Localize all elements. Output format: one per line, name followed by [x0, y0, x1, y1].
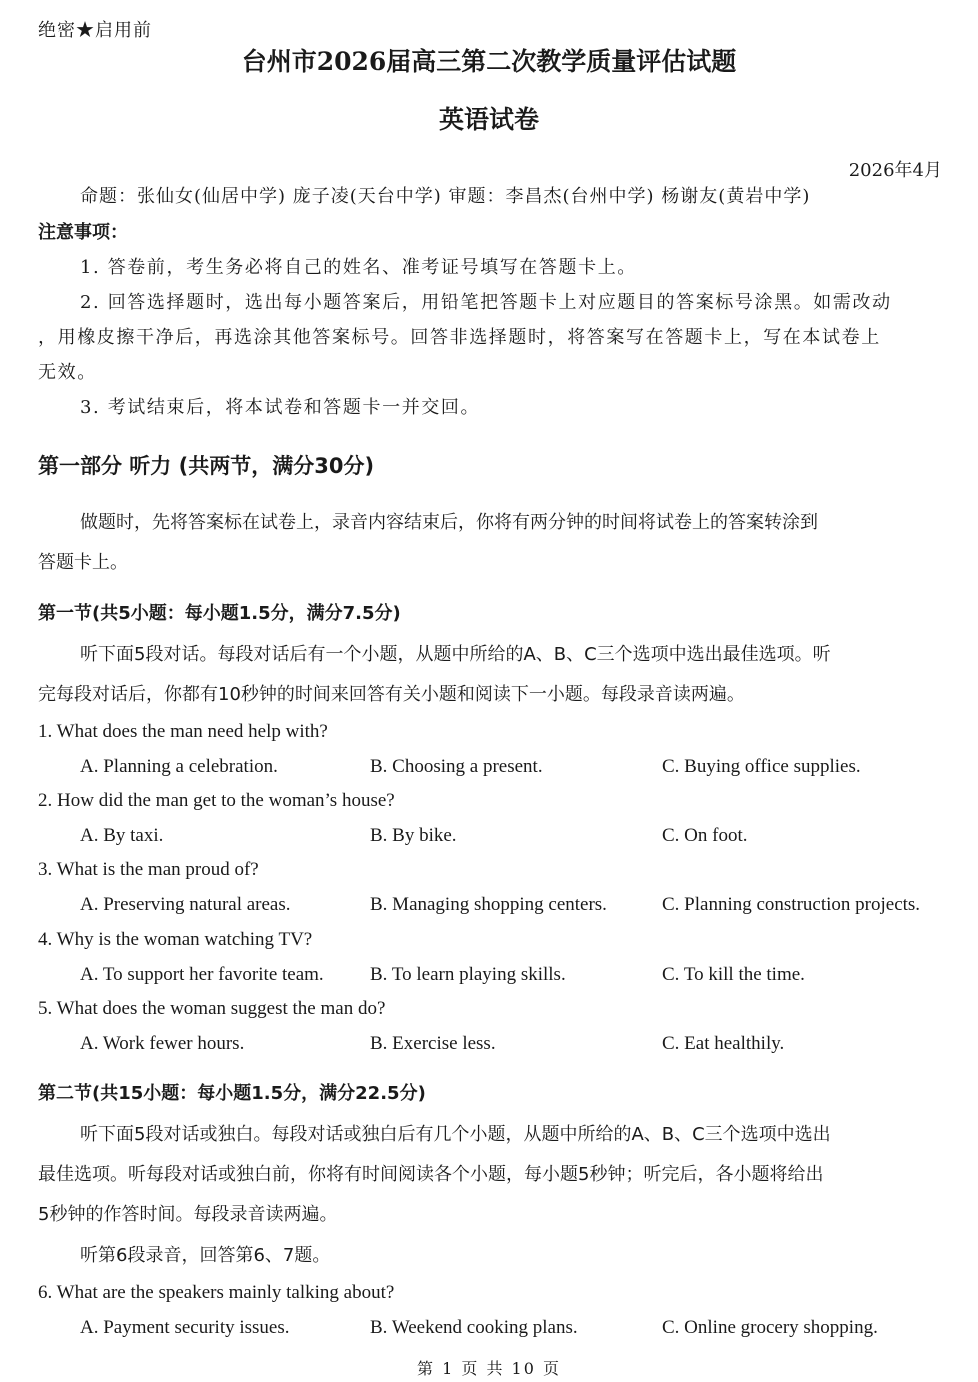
- question-2-option-c: C. On foot.: [662, 825, 748, 846]
- section1-intro-line-2: 完每段对话后，你都有10秒钟的时间来回答有关小题和阅读下一小题。每段录音读两遍。: [38, 684, 745, 705]
- section2-intro-line-1: 听下面5段对话或独白。每段对话或独白后有几个小题，从题中所给的A、B、C三个选项中选出: [80, 1124, 831, 1145]
- question-6-option-c: C. Online grocery shopping.: [662, 1317, 878, 1338]
- question-1-option-c: C. Buying office supplies.: [662, 756, 861, 777]
- question-5: 5. What does the woman suggest the man do?: [38, 998, 386, 1019]
- note-item-2-line-3: 无效。: [38, 362, 97, 383]
- authors-line: 命题：张仙女(仙居中学) 庞子凌(天台中学) 审题：李昌杰(台州中学) 杨谢友(黄岩中学): [80, 186, 811, 207]
- question-3-option-a: A. Preserving natural areas.: [80, 894, 291, 915]
- question-2-option-b: B. By bike.: [370, 825, 457, 846]
- question-3: 3. What is the man proud of?: [38, 859, 259, 880]
- part1-intro-line-2: 答题卡上。: [38, 552, 128, 573]
- listen-6-instruction: 听第6段录音，回答第6、7题。: [80, 1245, 331, 1266]
- section2-intro-line-3: 5秒钟的作答时间。每段录音读两遍。: [38, 1204, 338, 1225]
- exam-date: 2026年4月: [848, 160, 942, 181]
- question-6-option-b: B. Weekend cooking plans.: [370, 1317, 578, 1338]
- question-6-option-a: A. Payment security issues.: [80, 1317, 290, 1338]
- section2-intro-line-2: 最佳选项。听每段对话或独白前，你将有时间阅读各个小题，每小题5秒钟；听完后，各小题将给出: [38, 1164, 824, 1185]
- part1-title: 第一部分 听力 (共两节，满分30分): [38, 454, 375, 478]
- question-2-option-a: A. By taxi.: [80, 825, 164, 846]
- question-5-option-b: B. Exercise less.: [370, 1033, 496, 1054]
- note-item-1: 1. 答卷前，考生务必将自己的姓名、准考证号填写在答题卡上。: [80, 257, 637, 278]
- question-4-option-c: C. To kill the time.: [662, 964, 805, 985]
- question-6: 6. What are the speakers mainly talking about?: [38, 1282, 395, 1303]
- question-3-option-b: B. Managing shopping centers.: [370, 894, 607, 915]
- notes-title: 注意事项：: [38, 222, 128, 243]
- question-3-option-c: C. Planning construction projects.: [662, 894, 921, 915]
- part1-intro-line-1: 做题时，先将答案标在试卷上，录音内容结束后，你将有两分钟的时间将试卷上的答案转涂到: [80, 512, 818, 533]
- question-5-option-c: C. Eat healthily.: [662, 1033, 785, 1054]
- question-2: 2. How did the man get to the woman’s house?: [38, 790, 395, 811]
- section2-title: 第二节(共15小题：每小题1.5分，满分22.5分): [38, 1083, 426, 1104]
- page-number: 第 1 页 共 10 页: [417, 1359, 561, 1378]
- question-5-option-a: A. Work fewer hours.: [80, 1033, 245, 1054]
- question-1-option-b: B. Choosing a present.: [370, 756, 543, 777]
- question-1-option-a: A. Planning a celebration.: [80, 756, 278, 777]
- note-item-2-line-2: ，用橡皮擦干净后，再选涂其他答案标号。回答非选择题时，将答案写在答题卡上，写在本试卷上: [38, 327, 881, 348]
- question-4-option-a: A. To support her favorite team.: [80, 964, 324, 985]
- note-item-2-line-1: 2. 回答选择题时，选出每小题答案后，用铅笔把答题卡上对应题目的答案标号涂黑。如需改动: [80, 292, 892, 313]
- question-4-option-b: B. To learn playing skills.: [370, 964, 566, 985]
- section1-title: 第一节(共5小题：每小题1.5分，满分7.5分): [38, 603, 401, 624]
- exam-title: 台州市2026届高三第二次教学质量评估试题: [241, 47, 737, 76]
- section1-intro-line-1: 听下面5段对话。每段对话后有一个小题，从题中所给的A、B、C三个选项中选出最佳选项。听: [80, 644, 831, 665]
- question-1: 1. What does the man need help with?: [38, 721, 328, 742]
- note-item-3: 3. 考试结束后，将本试卷和答题卡一并交回。: [80, 397, 481, 418]
- exam-subtitle: 英语试卷: [438, 105, 539, 134]
- question-4: 4. Why is the woman watching TV?: [38, 929, 313, 950]
- confidential-mark: 绝密★启用前: [38, 20, 152, 41]
